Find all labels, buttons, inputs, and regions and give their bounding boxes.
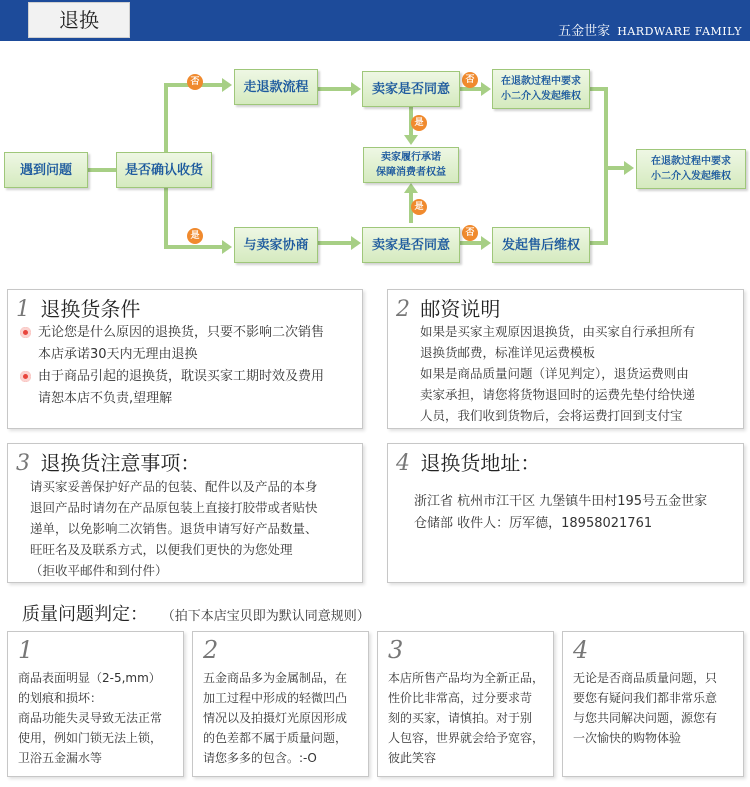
text-line: 请您多多的包含。:-O <box>203 751 317 765</box>
flow-box-confirm: 是否确认收货 <box>116 152 212 188</box>
intervene-top-line-2: 小二介入发起维权 <box>501 91 581 102</box>
no-badge: 否 <box>187 74 203 90</box>
flow-connector <box>318 241 352 245</box>
panel-title <box>16 293 140 322</box>
flow-arrow <box>351 236 361 250</box>
quality-card-number: 4 <box>573 636 589 664</box>
flow-box-refund: 走退款流程 <box>234 69 318 105</box>
panel-number: 2 <box>396 297 410 322</box>
text-line: 的色差都不属于质量问题， <box>203 731 348 745</box>
red-dot-icon <box>20 327 31 338</box>
list-item-line: 请恕本店不负责,望理解 <box>38 391 173 406</box>
flow-connector <box>88 168 116 172</box>
quality-card-text <box>203 668 362 768</box>
panel-return-address <box>387 443 744 583</box>
flow-connector <box>590 87 608 91</box>
flow-box-negotiate: 与卖家协商 <box>234 227 318 263</box>
text-line: 卖家承担，请您将货物退回时的运费先垫付给快递 <box>420 387 696 402</box>
panel-title <box>396 447 540 476</box>
quality-title-text: 质量问题判定： <box>22 604 148 625</box>
flow-box-start: 遇到问题 <box>4 152 88 188</box>
no-badge: 否 <box>462 225 478 241</box>
flow-arrow <box>404 135 418 145</box>
flow-connector <box>604 166 626 170</box>
quality-card <box>192 631 369 777</box>
text-line: 商品表面明显（2-5,mm） <box>18 671 161 685</box>
flow-connector <box>318 87 352 91</box>
text-line: 的划痕和损坏： <box>18 691 103 705</box>
address-line: 仓储部 收件人：厉军德，18958021761 <box>414 516 653 531</box>
flow-connector <box>460 241 482 245</box>
panel-return-notes <box>7 443 363 583</box>
quality-card-number: 3 <box>388 636 404 664</box>
flow-box-agree-top: 卖家是否同意 <box>362 71 460 107</box>
text-line: 如果是买家主观原因退换货，由买家自行承担所有 <box>420 324 696 339</box>
address-line: 浙江省 杭州市江干区 九堡镇牛田村195号五金世家 <box>414 494 708 509</box>
panel-number: 4 <box>396 451 410 476</box>
text-line: 性价比非常高，过分要求苛 <box>388 691 533 705</box>
panel-title-text: 退换货地址： <box>420 451 541 475</box>
quality-section-title <box>22 600 370 626</box>
text-line: 使用，例如门锁无法上锁， <box>18 731 163 745</box>
text-line: 人员，我们收到货物后，会将运费打回到支付宝 <box>420 408 683 423</box>
fulfill-line-2: 保障消费者权益 <box>376 167 446 178</box>
flow-arrow <box>222 78 232 92</box>
panel-title <box>16 447 200 476</box>
text-line: 本店所售产品均为全新正品， <box>388 671 545 685</box>
text-line: 刻的买家，请慎拍。对于别 <box>388 711 533 725</box>
flow-box-agree-bottom: 卖家是否同意 <box>362 227 460 263</box>
panel-title-text: 退换货条件 <box>40 297 141 321</box>
quality-note: （拍下本店宝贝即为默认同意规则） <box>161 609 370 624</box>
flow-arrow <box>624 161 634 175</box>
flow-connector <box>590 241 608 245</box>
text-line: 与您共同解决问题，源您有 <box>573 711 718 725</box>
yes-badge: 是 <box>411 199 427 215</box>
quality-card-text <box>18 668 177 768</box>
text-line: 商品功能失灵导致无法正常 <box>18 711 163 725</box>
text-line: 无论是否商品质量问题，只 <box>573 671 718 685</box>
flow-box-after-sale: 发起售后维权 <box>492 227 590 263</box>
text-line: 退换货邮费，标准详见运费模板 <box>420 345 596 360</box>
text-line: 要您有疑问我们都非常乐意 <box>573 691 718 705</box>
quality-card <box>377 631 554 777</box>
quality-card-text <box>388 668 547 768</box>
panel-title-text: 退换货注意事项： <box>40 451 201 475</box>
text-line: 彼此笑容 <box>388 751 437 765</box>
flow-box-intervene-right <box>636 149 746 189</box>
quality-card <box>7 631 184 777</box>
header-tab-title: 退换 <box>28 2 130 38</box>
yes-badge: 是 <box>187 228 203 244</box>
quality-card-text <box>573 668 737 748</box>
brand-name-en: HARDWARE FAMILY <box>617 25 742 38</box>
quality-card-number: 2 <box>203 636 219 664</box>
list-item-line: 本店承诺30天内无理由退换 <box>38 347 198 362</box>
text-line: 如果是商品质量问题（详见判定），退货运费则由 <box>420 366 689 381</box>
flow-arrow <box>351 82 361 96</box>
no-badge: 否 <box>462 72 478 88</box>
header-bar <box>0 0 750 41</box>
panel-body <box>414 491 740 535</box>
fulfill-line-1: 卖家履行承诺 <box>381 152 441 163</box>
quality-card <box>562 631 744 777</box>
intervene-right-line-1: 在退款过程中要求 <box>651 156 731 167</box>
panel-return-conditions <box>7 289 363 429</box>
flow-arrow <box>481 82 491 96</box>
list-item-line: 由于商品引起的退换货，耽误买家工期时效及费用 <box>38 369 325 384</box>
panel-number: 1 <box>16 297 30 322</box>
brand-name <box>558 20 742 39</box>
text-line: 五金商品多为金属制品，在 <box>203 671 348 685</box>
text-line: 旺旺名及及联系方式，以便我们更快的为您处理 <box>30 542 293 557</box>
text-line: 退回产品时请勿在产品原包装上直接打胶带或者贴快 <box>30 500 318 515</box>
panel-title-text: 邮资说明 <box>420 297 501 321</box>
brand-name-cn: 五金世家 <box>558 24 611 39</box>
flow-box-fulfill <box>363 147 459 183</box>
intervene-right-line-2: 小二介入发起维权 <box>651 171 731 182</box>
flow-box-intervene-top <box>492 69 590 109</box>
list-item-line: 无论您是什么原因的退换货，只要不影响二次销售 <box>38 325 325 340</box>
text-line: 加工过程中形成的轻微凹凸 <box>203 691 348 705</box>
list-item <box>20 366 360 388</box>
quality-card-number: 1 <box>18 636 34 664</box>
text-line: 递单，以免影响二次销售。退货申请写好产品数量、 <box>30 521 318 536</box>
flow-arrow <box>481 236 491 250</box>
intervene-top-line-1: 在退款过程中要求 <box>501 76 581 87</box>
flow-connector <box>164 245 224 249</box>
text-line: 情况以及拍摄灯光原因形成 <box>203 711 348 725</box>
panel-body <box>420 321 740 426</box>
flow-arrow <box>404 183 418 193</box>
red-dot-icon <box>20 371 31 382</box>
list-item <box>20 322 360 344</box>
text-line: 卫浴五金漏水等 <box>18 751 103 765</box>
text-line: 一次愉快的购物体验 <box>573 731 682 745</box>
panel-body <box>30 476 360 581</box>
return-flow-diagram <box>0 55 750 275</box>
panel-number: 3 <box>16 451 30 476</box>
flow-arrow <box>222 240 232 254</box>
text-line: 请买家妥善保护好产品的包装、配件以及产品的本身 <box>30 479 318 494</box>
yes-badge: 是 <box>411 115 427 131</box>
panel-title <box>396 293 500 322</box>
panel-body <box>20 322 360 410</box>
text-line: 人包容，世界就会给予宽容， <box>388 731 545 745</box>
text-line: （拒收平邮件和到付件） <box>30 563 168 578</box>
panel-postage <box>387 289 744 429</box>
